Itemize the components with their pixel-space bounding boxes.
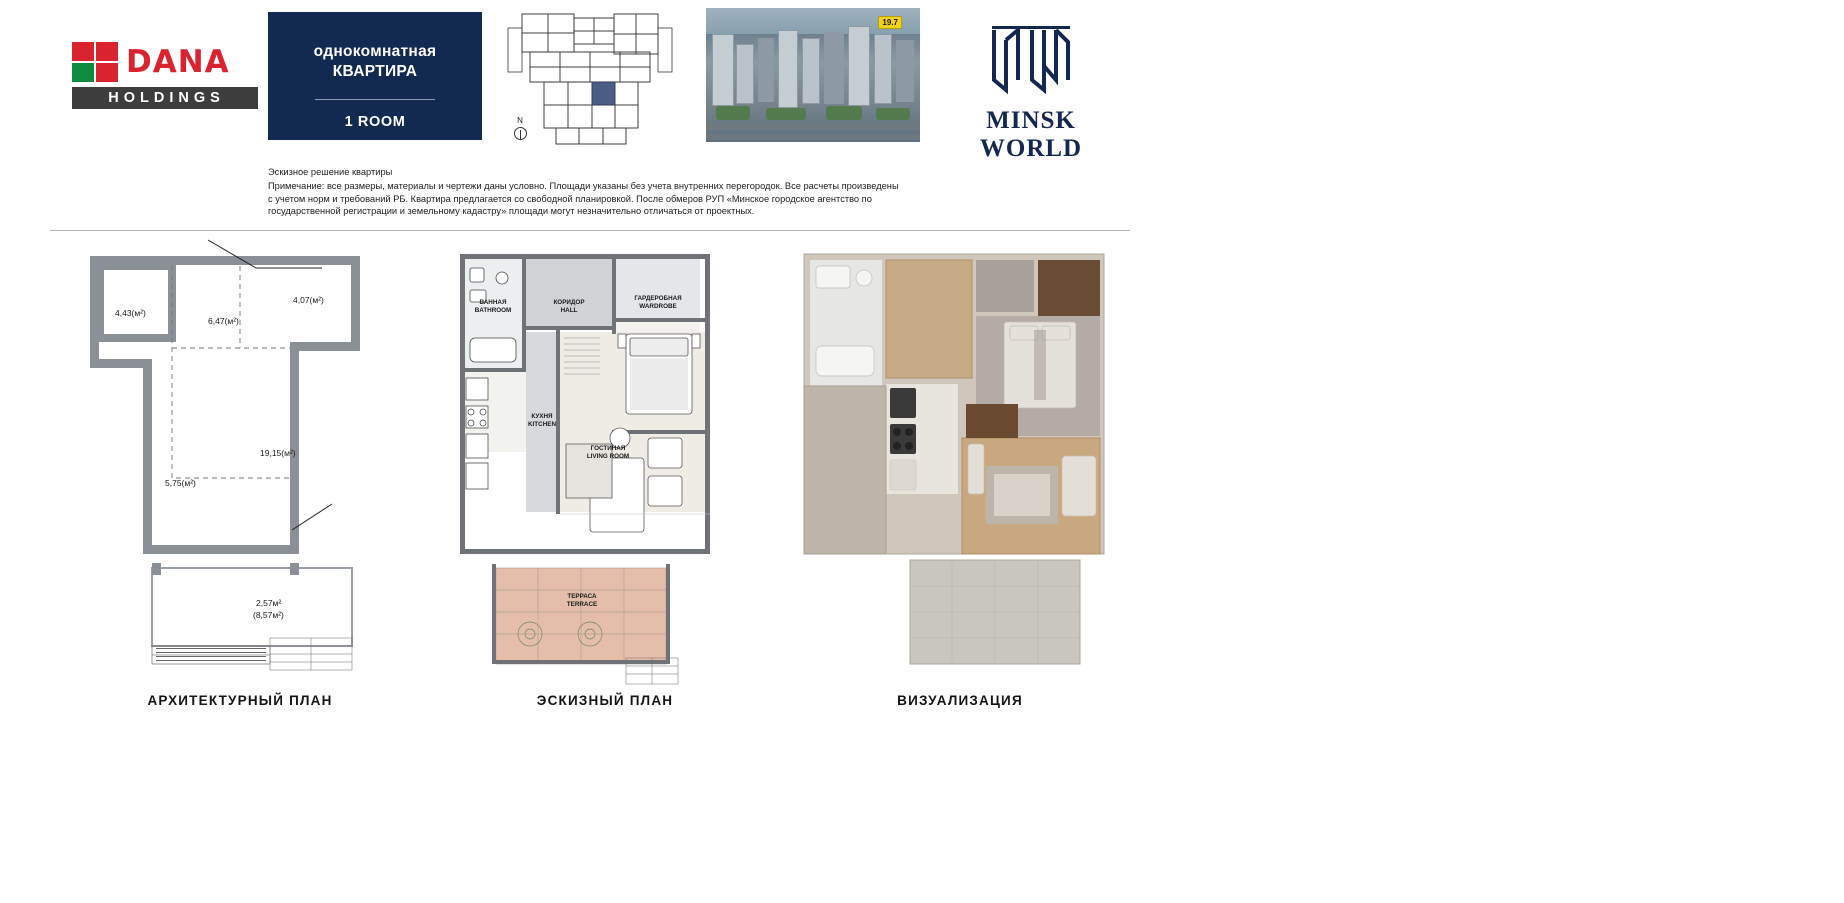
title-line-1: однокомнатная bbox=[313, 43, 437, 60]
floor-key-plan bbox=[500, 8, 690, 148]
area-label: 2,57м² bbox=[256, 598, 282, 608]
dana-holdings-label: HOLDINGS bbox=[72, 87, 258, 109]
dana-wordmark: DANA bbox=[126, 44, 230, 80]
watermark-text: REALT bbox=[1670, 851, 1844, 902]
caption-sketch-plan: ЭСКИЗНЫЙ ПЛАН bbox=[536, 693, 674, 708]
area-label: 4,07(м²) bbox=[293, 295, 324, 305]
title-divider bbox=[315, 99, 435, 100]
architectural-plan bbox=[60, 238, 420, 683]
disclaimer-note bbox=[268, 166, 928, 218]
panel-captions bbox=[0, 693, 1180, 723]
sketch-plan bbox=[440, 238, 770, 683]
north-label: N bbox=[517, 116, 523, 125]
title-line-en: 1 ROOM bbox=[344, 114, 406, 130]
room-label-en: LIVING ROOM bbox=[586, 453, 630, 460]
area-label: 5,75(м²) bbox=[165, 478, 196, 488]
aerial-badge: 19.7 bbox=[878, 16, 902, 29]
room-label-ru: ВАННАЯ bbox=[479, 299, 507, 306]
room-label-ru: ГОСТИНАЯ bbox=[590, 445, 626, 452]
area-label: (8,57м²) bbox=[253, 610, 284, 620]
header-divider bbox=[50, 230, 1130, 231]
room-label-en: BATHROOM bbox=[474, 307, 512, 314]
note-line-4: государственной регистрации и земельному кадастру» площади могут незначительно отличаться от проектных. bbox=[268, 206, 755, 217]
north-indicator bbox=[500, 116, 540, 150]
title-line-2: КВАРТИРА bbox=[332, 63, 418, 80]
room-label-en: HALL bbox=[560, 307, 578, 314]
room-label-ru: ТЕРРАСА bbox=[567, 593, 597, 600]
room-label-ru: КОРИДОР bbox=[553, 299, 585, 306]
aerial-photo bbox=[706, 8, 920, 142]
apartment-type-title bbox=[268, 12, 482, 140]
room-label-ru: ГАРДЕРОБНАЯ bbox=[634, 295, 682, 302]
caption-architectural-plan: АРХИТЕКТУРНЫЙ ПЛАН bbox=[147, 693, 333, 708]
area-label: 19,15(м²) bbox=[260, 448, 296, 458]
room-label-en: KITCHEN bbox=[528, 421, 556, 428]
dana-squares-icon bbox=[72, 42, 118, 82]
room-label-en: TERRACE bbox=[566, 601, 598, 608]
area-label: 6,47(м²) bbox=[208, 316, 239, 326]
note-line-1: Эскизное решение квартиры bbox=[268, 167, 393, 177]
note-line-3: с учетом норм и требований РБ. Квартира предлагается со свободной планировкой. После обмеров РУП «Минское городское агентство по bbox=[268, 193, 872, 204]
mw-monogram-icon bbox=[936, 22, 1126, 98]
minsk-world-text: MINSK WORLD bbox=[979, 107, 1083, 162]
room-label-en: WARDROBE bbox=[639, 303, 677, 310]
realt-watermark bbox=[1670, 850, 1844, 903]
minsk-world-logo bbox=[936, 22, 1126, 162]
dana-holdings-logo bbox=[72, 42, 262, 108]
room-label-ru: КУХНЯ bbox=[531, 413, 553, 420]
caption-visualization: ВИЗУАЛИЗАЦИЯ bbox=[897, 693, 1023, 708]
note-line-2: Примечание: все размеры, материалы и чертежи даны условно. Площади указаны без учета внутренних перегородок. Все расчеты произведены bbox=[268, 181, 899, 192]
sheet-header bbox=[0, 0, 1180, 162]
area-label: 4,43(м²) bbox=[115, 308, 146, 318]
